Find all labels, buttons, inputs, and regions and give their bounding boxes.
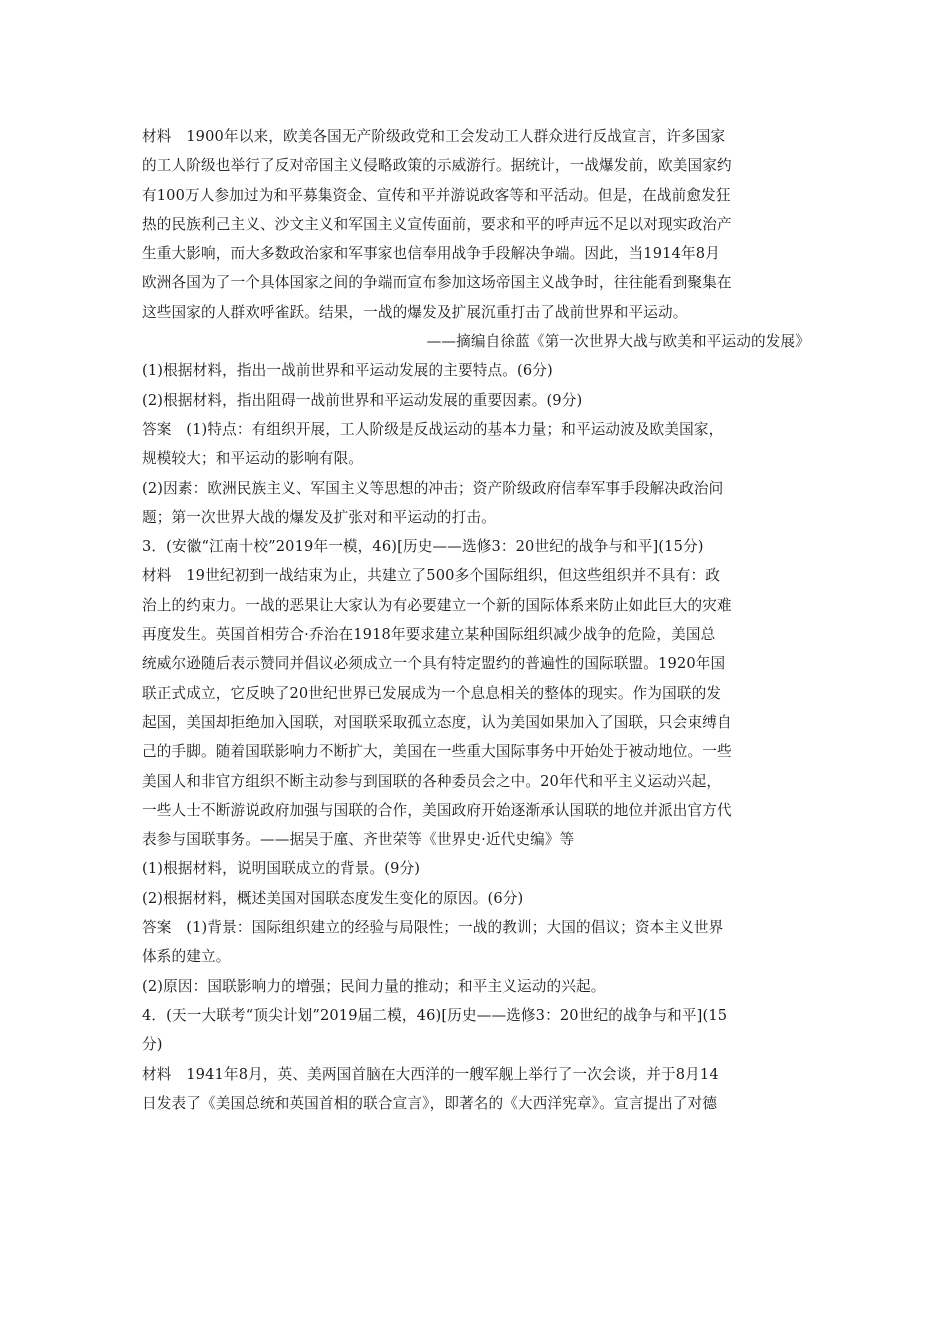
material-1-line-7: 这些国家的人群欢呼雀跃。结果，一战的爆发及扩展沉重打击了战前世界和平运动。 — [142, 303, 688, 321]
material-1-line-2: 的工人阶级也举行了反对帝国主义侵略政策的示威游行。据统计，一战爆发前，欧美国家约 — [142, 157, 732, 175]
document-page — [142, 122, 812, 1118]
material-3-line-4: 统威尔逊随后表示赞同并倡议必须成立一个具有特定盟约的普遍性的国际联盟。1920年国 — [142, 655, 726, 673]
material-3-line-5: 联正式成立，它反映了20世纪世界已发展成为一个息息相关的整体的现实。作为国联的发 — [142, 684, 722, 702]
answer-3-line-3: (2)原因：国联影响力的增强；民间力量的推动；和平主义运动的兴起。 — [142, 977, 606, 995]
material-3-line-2: 治上的约束力。一战的恶果让大家认为有必要建立一个新的国际体系来防止如此巨大的灾难 — [142, 596, 732, 614]
material-1-line-1: 材料 1900年以来，欧美各国无产阶级政党和工会发动工人群众进行反战宣言，许多国家 — [142, 128, 726, 145]
answer-1-line-2: 规模较大；和平运动的影响有限。 — [142, 450, 364, 468]
material-3-line-7: 己的手脚。随着国联影响力不断扩大，美国在一些重大国际事务中开始处于被动地位。一些 — [142, 743, 732, 761]
material-1-line-4: 热的民族利己主义、沙文主义和军国主义宣传面前，要求和平的呼声远不足以对现实政治产 — [142, 215, 732, 233]
material-3-line-10: 表参与国联事务。——据吴于廑、齐世荣等《世界史·近代史编》等 — [142, 831, 575, 849]
question-4-heading-line-2: 分) — [142, 1036, 163, 1054]
material-1-line-3: 有100万人参加过为和平募集资金、宣传和平并游说政客等和平活动。但是，在战前愈发狂 — [142, 186, 731, 204]
question-3-2: (2)根据材料，概述美国对国联态度发生变化的原因。(6分) — [142, 889, 524, 907]
material-3-line-3: 再度发生。英国首相劳合·乔治在1918年要求建立某种国际组织减少战争的危险，美国总 — [142, 626, 716, 644]
answer-1-line-4: 题；第一次世界大战的爆发及扩张对和平运动的打击。 — [142, 508, 496, 526]
material-3-line-1: 材料 19世纪初到一战结束为止，共建立了500多个国际组织，但这些组织并不具有：政 — [142, 567, 720, 585]
material-4-line-2: 日发表了《美国总统和英国首相的联合宣言》，即著名的《大西洋宪章》。宣言提出了对德 — [142, 1094, 718, 1112]
answer-3-line-1: 答案 (1)背景：国际组织建立的经验与局限性；一战的教训；大国的倡议；资本主义世界 — [142, 919, 724, 937]
question-3-heading: 3．(安徽“江南十校”2019年一模，46)[历史——选修3：20世纪的战争与和平](15分) — [142, 538, 704, 556]
question-3-1: (1)根据材料，说明国联成立的背景。(9分) — [142, 860, 421, 878]
material-4-line-1: 材料 1941年8月，英、美两国首脑在大西洋的一艘军舰上举行了一次会谈，并于8月14 — [142, 1065, 719, 1083]
material-3-line-8: 美国人和非官方组织不断主动参与到国联的各种委员会之中。20年代和平主义运动兴起， — [142, 772, 722, 790]
answer-1-line-3: (2)因素：欧洲民族主义、军国主义等思想的冲击；资产阶级政府信奉军事手段解决政治问 — [142, 479, 724, 497]
material-3-line-6: 起国，美国却拒绝加入国联，对国联采取孤立态度，认为美国如果加入了国联，只会束缚自 — [142, 713, 732, 731]
material-1-line-6: 欧洲各国为了一个具体国家之间的争端而宣布参加这场帝国主义战争时，往往能看到聚集在 — [142, 274, 732, 292]
question-4-heading-line-1: 4．(天一大联考“顶尖计划”2019届二模，46)[历史——选修3：20世纪的战争与和平](15 — [142, 1006, 728, 1024]
question-1-1: (1)根据材料，指出一战前世界和平运动发展的主要特点。(6分) — [142, 362, 553, 380]
question-1-2: (2)根据材料，指出阻碍一战前世界和平运动发展的重要因素。(9分) — [142, 391, 583, 409]
material-3-line-9: 一些人士不断游说政府加强与国联的合作，美国政府开始逐渐承认国联的地位并派出官方代 — [142, 801, 732, 819]
answer-3-line-2: 体系的建立。 — [142, 948, 231, 966]
answer-1-line-1: 答案 (1)特点：有组织开展，工人阶级是反战运动的基本力量；和平运动波及欧美国家， — [142, 420, 724, 438]
material-1-line-5: 生重大影响，而大多数政治家和军事家也信奉用战争手段解决争端。因此，当1914年8月 — [142, 245, 720, 263]
material-1-source: ——摘编自徐蓝《第一次世界大战与欧美和平运动的发展》 — [426, 333, 810, 351]
